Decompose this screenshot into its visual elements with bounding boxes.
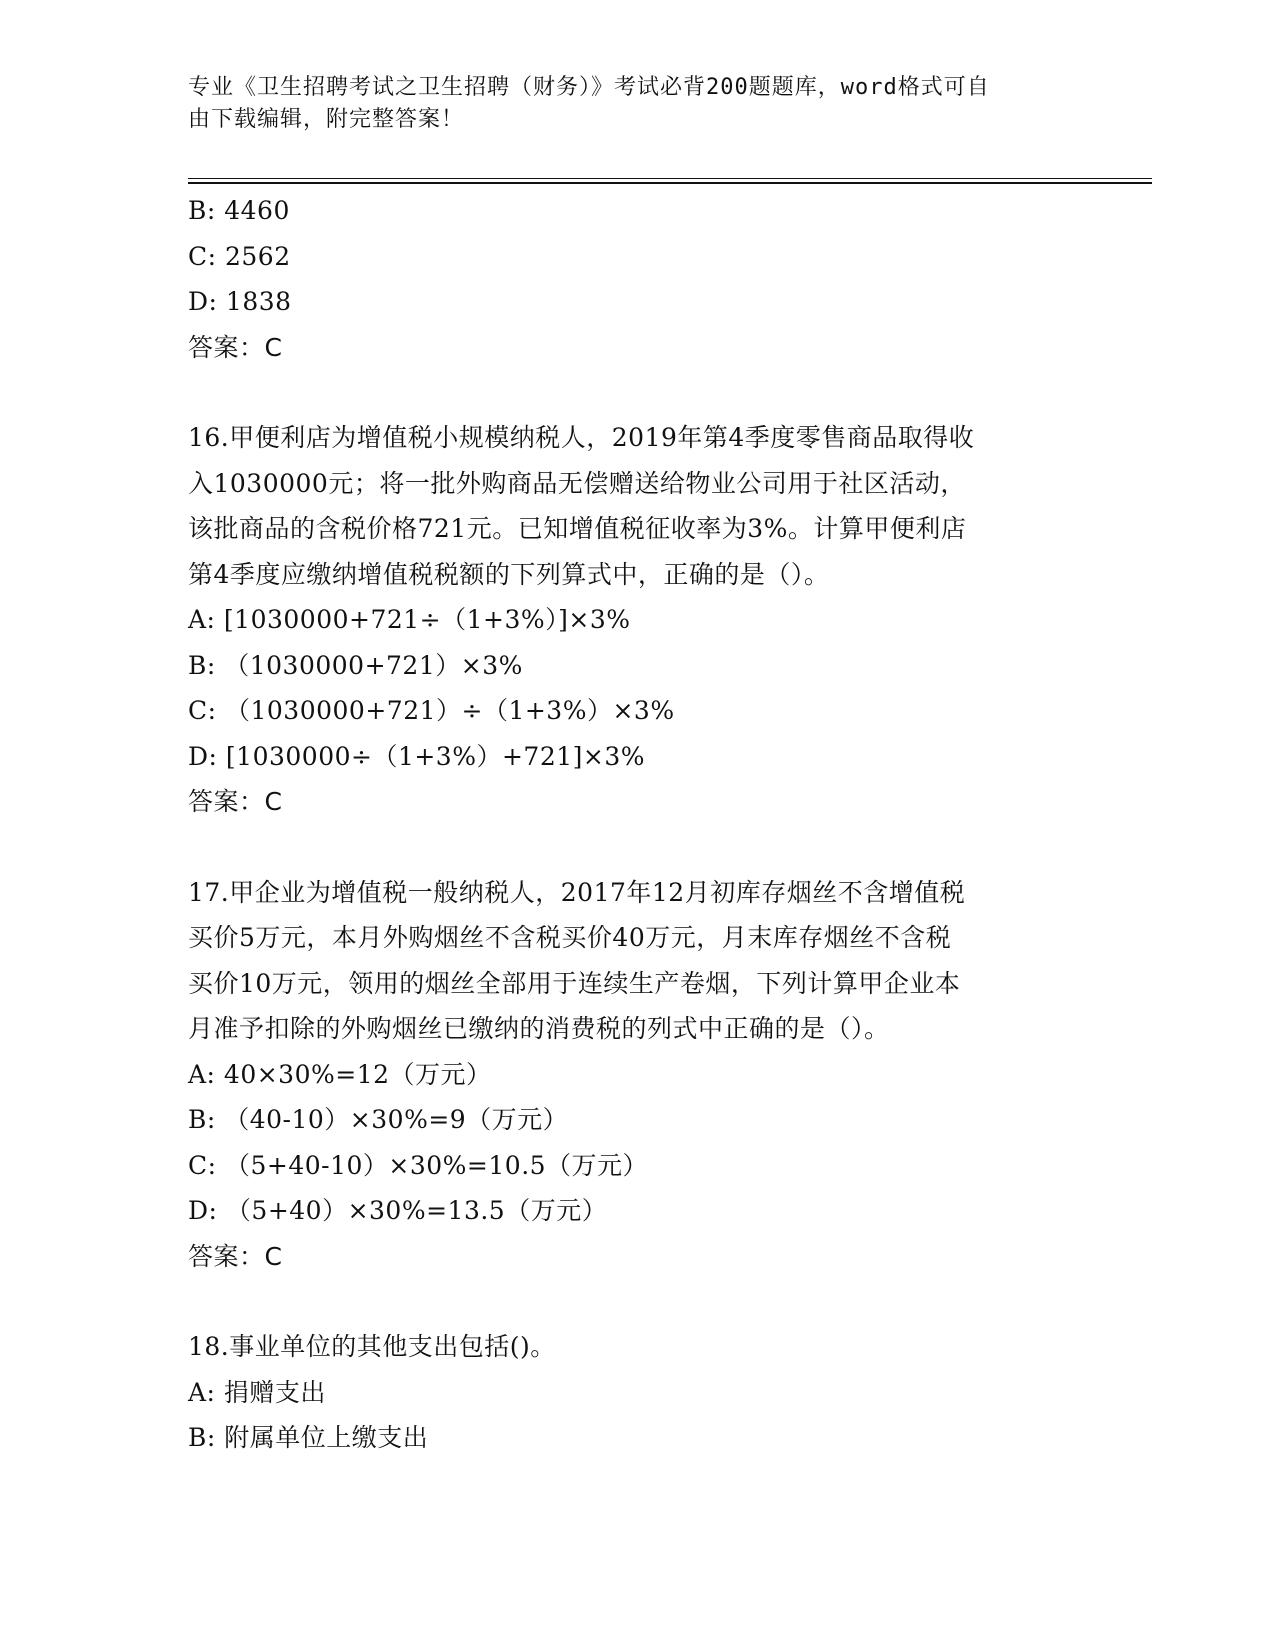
- answer-line: 答案：C: [188, 332, 283, 362]
- question-17: [188, 870, 1108, 1280]
- stem-line: 该批商品的含税价格721元。已知增值税征收率为3%。计算甲便利店: [188, 514, 967, 543]
- question-stem: [188, 415, 1108, 597]
- option-b: B: 附属单位上缴支出: [188, 1423, 429, 1452]
- header-rule-thick: [188, 182, 1152, 184]
- stem-line: 买价5万元，本月外购烟丝不含税买价40万元，月末库存烟丝不含税: [188, 923, 952, 952]
- option-a: A: [1030000+721÷（1+3%）]×3%: [188, 605, 631, 634]
- answer-line: 答案：C: [188, 787, 283, 816]
- option-d: D: [1030000÷（1+3%）+721]×3%: [188, 741, 645, 771]
- carryover-question: [188, 188, 1108, 370]
- option-c: C: 2562: [188, 241, 291, 271]
- answer-line: 答案：C: [188, 1241, 283, 1271]
- header-title-line-1: 专业《卫生招聘考试之卫生招聘（财务）》考试必背200题题库，word格式可自: [188, 75, 990, 100]
- stem-line: 月准予扣除的外购烟丝已缴纳的消费税的列式中正确的是（）。: [188, 1014, 890, 1043]
- question-list: [188, 188, 1108, 1461]
- option-a: A: 捐赠支出: [188, 1377, 326, 1407]
- question-stem: [188, 1324, 1108, 1370]
- stem-line: 入1030000元；将一批外购商品无偿赠送给物业公司用于社区活动，: [188, 468, 966, 498]
- stem-line: 16.甲便利店为增值税小规模纳税人，2019年第4季度零售商品取得收: [188, 423, 975, 452]
- header-rule-thin: [188, 178, 1152, 179]
- option-d: D: （5+40）×30%=13.5（万元）: [188, 1196, 608, 1225]
- option-b: B: （1030000+721）×3%: [188, 650, 523, 680]
- stem-line: 17.甲企业为增值税一般纳税人，2017年12月初库存烟丝不含增值税: [188, 877, 966, 907]
- option-b: B: （40-10）×30%=9（万元）: [188, 1105, 569, 1134]
- question-18: [188, 1324, 1108, 1461]
- page-header: [188, 72, 1078, 136]
- option-a: A: 40×30%=12（万元）: [188, 1059, 492, 1089]
- stem-line: 18.事业单位的其他支出包括()。: [188, 1332, 556, 1361]
- option-c: C: （5+40-10）×30%=10.5（万元）: [188, 1150, 649, 1180]
- stem-line: 买价10万元，领用的烟丝全部用于连续生产卷烟，下列计算甲企业本: [188, 968, 961, 998]
- stem-line: 第4季度应缴纳增值税税额的下列算式中，正确的是（）。: [188, 559, 830, 589]
- header-title-line-2: 由下载编辑，附完整答案！: [188, 107, 465, 132]
- question-16: [188, 415, 1108, 825]
- option-b: B: 4460: [188, 196, 290, 225]
- option-d: D: 1838: [188, 287, 292, 316]
- question-stem: [188, 870, 1108, 1052]
- option-c: C: （1030000+721）÷（1+3%）×3%: [188, 696, 675, 725]
